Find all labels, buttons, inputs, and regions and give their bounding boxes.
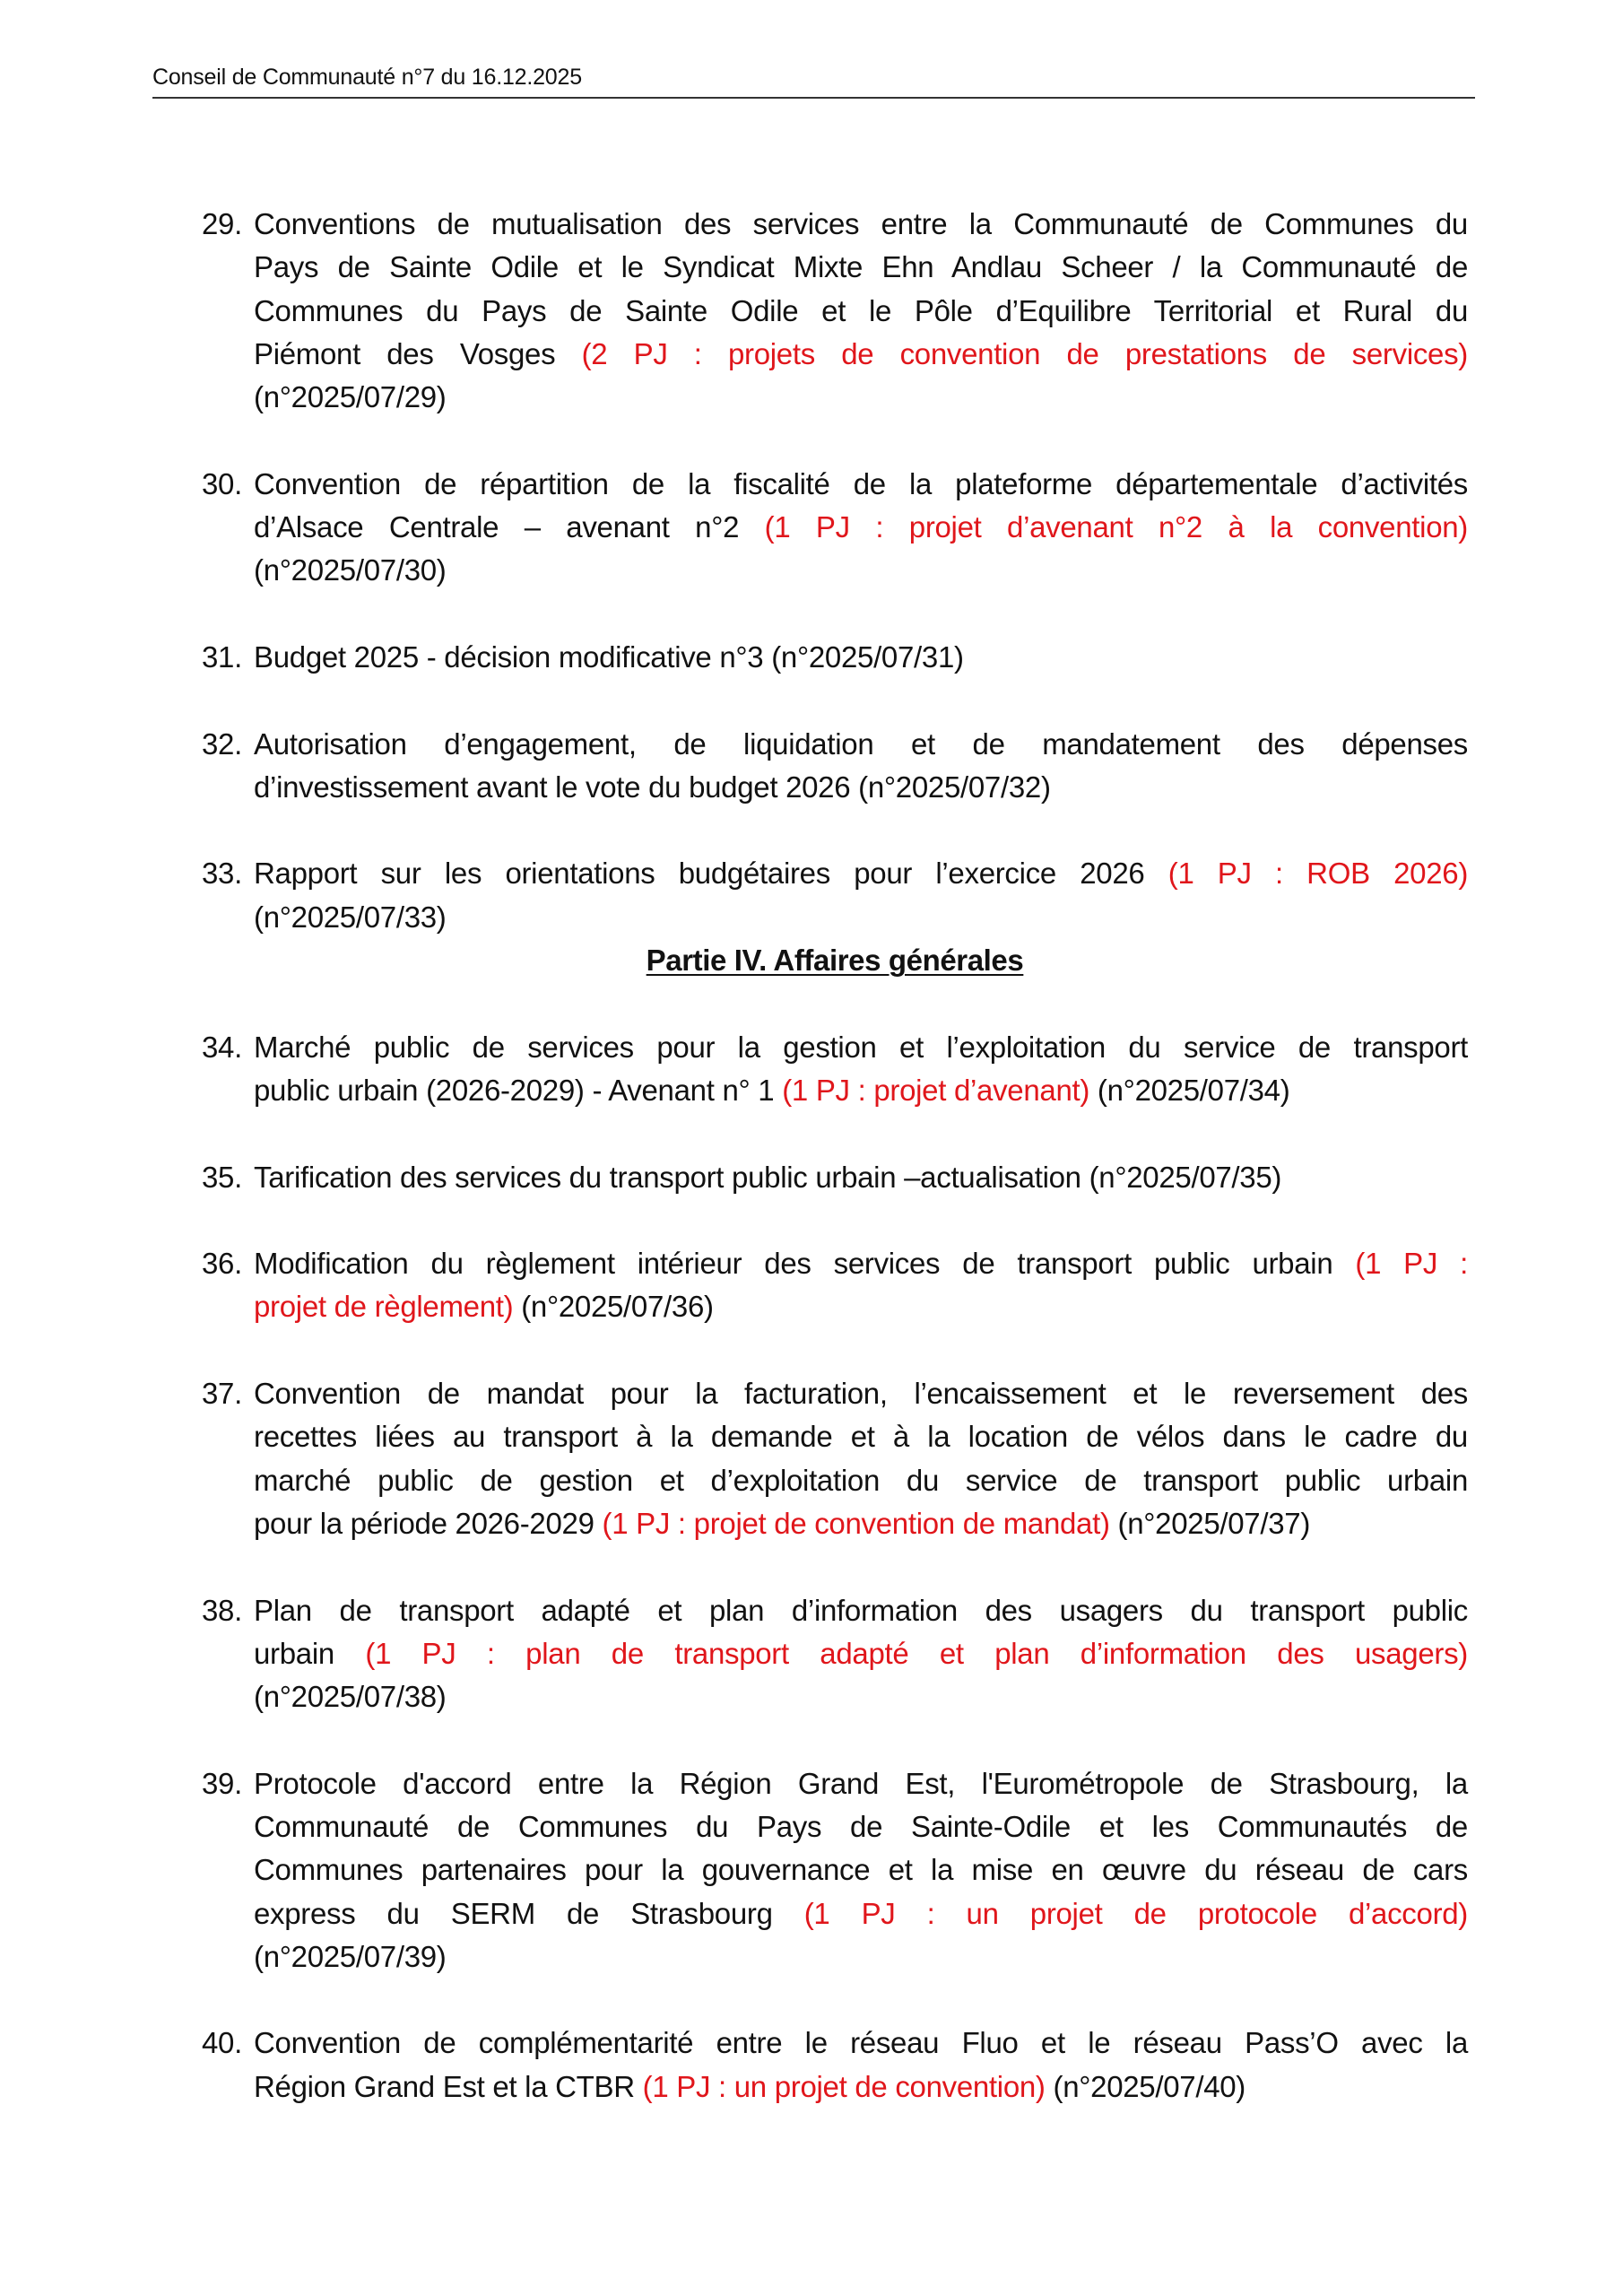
item-number: 37. (202, 1377, 242, 1411)
item-text-line (254, 2022, 1468, 2065)
item-text: Modification du règlement intérieur des services de transport public urbain (254, 1247, 1356, 1281)
section-heading (202, 939, 1468, 982)
item-text: (n°2025/07/34) (1089, 1073, 1290, 1107)
item-text-line (254, 1459, 1468, 1502)
item-text: Conventions de mutualisation des services entre la Communauté de Communes du (254, 207, 1468, 240)
item-text: Tarification des services du transport public urbain –actualisation (n°2025/07/35) (254, 1160, 1282, 1194)
item-text: Rapport sur les orientations budgétaires pour l’exercice 2026 (254, 857, 1168, 891)
item-text-line (254, 1502, 1468, 1545)
attachment-note: (1 PJ : projet de convention de mandat) (602, 1506, 1110, 1540)
item-text: marché public de gestion et d’exploitation du service de transport public urbain (254, 1463, 1468, 1497)
item-text: Marché public de services pour la gestion et l’exploitation du service de transport (254, 1030, 1468, 1064)
agenda-item (202, 1372, 1468, 1545)
item-text-line (254, 1372, 1468, 1415)
agenda-item (202, 1762, 1468, 1979)
item-text: (n°2025/07/38) (254, 1680, 447, 1714)
item-text-line (254, 636, 1468, 679)
item-number: 35. (202, 1160, 242, 1194)
agenda-item (202, 203, 1468, 419)
item-text: (n°2025/07/36) (513, 1290, 714, 1324)
item-text: Communes partenaires pour la gouvernance et la mise en œuvre du réseau de cars (254, 1853, 1468, 1887)
item-text-line (254, 1069, 1468, 1112)
attachment-note: (1 PJ : (1355, 1247, 1468, 1281)
item-text-line (254, 2066, 1468, 2109)
item-text: urbain (254, 1636, 366, 1670)
item-text: recettes liées au transport à la demande et à la location de vélos dans le cadre du (254, 1420, 1468, 1454)
agenda-item (202, 2022, 1468, 2109)
item-text-line (254, 1632, 1468, 1675)
item-text: Convention de complémentarité entre le réseau Fluo et le réseau Pass’O avec la (254, 2026, 1468, 2060)
item-number: 33. (202, 857, 242, 891)
agenda-item (202, 723, 1468, 810)
section-heading-label: Partie IV. Affaires générales (646, 944, 1024, 978)
item-number: 39. (202, 1766, 242, 1800)
agenda-item (202, 1156, 1468, 1199)
item-number: 30. (202, 466, 242, 500)
page-header (152, 63, 1475, 91)
item-text-line (254, 1675, 1468, 1718)
item-text: Convention de répartition de la fiscalité de la plateforme départementale d’activités (254, 466, 1468, 500)
agenda-item (202, 1589, 1468, 1719)
item-text: Communauté de Communes du Pays de Sainte-Odile et les Communautés de (254, 1809, 1468, 1843)
item-text: Piémont des Vosges (254, 336, 582, 370)
attachment-note: (1 PJ : plan de transport adapté et plan d’information des usagers) (365, 1636, 1468, 1670)
item-text: (n°2025/07/40) (1045, 2069, 1245, 2103)
item-text: express du SERM de Strasbourg (254, 1896, 804, 1930)
agenda-item (202, 463, 1468, 593)
item-text-line (254, 333, 1468, 376)
item-text-line (254, 896, 1468, 939)
item-text-line (254, 852, 1468, 895)
attachment-note: projet de règlement) (254, 1290, 514, 1324)
attachment-note: (1 PJ : projet d’avenant) (782, 1073, 1090, 1107)
item-text-line (254, 1156, 1468, 1199)
item-text: Pays de Sainte Odile et le Syndicat Mixte Ehn Andlau Scheer / la Communauté de (254, 250, 1468, 284)
attachment-note: (2 PJ : projets de convention de prestations de services) (581, 336, 1468, 370)
item-text-line (254, 1892, 1468, 1935)
item-number: 38. (202, 1593, 242, 1627)
item-number: 36. (202, 1247, 242, 1281)
item-text: Région Grand Est et la CTBR (254, 2069, 643, 2103)
item-text-line (254, 376, 1468, 419)
item-number: 31. (202, 639, 242, 674)
item-text-line (254, 1415, 1468, 1458)
item-text: d’Alsace Centrale – avenant n°2 (254, 510, 765, 544)
item-number: 40. (202, 2026, 242, 2060)
item-text-line (254, 290, 1468, 333)
item-text-line (254, 1026, 1468, 1069)
item-number: 32. (202, 726, 242, 761)
attachment-note: (1 PJ : projet d’avenant n°2 à la convention) (764, 510, 1468, 544)
attachment-note: (1 PJ : ROB 2026) (1167, 857, 1469, 891)
item-text-line (254, 506, 1468, 549)
item-text-line (254, 463, 1468, 506)
item-text: Convention de mandat pour la facturation, l’encaissement et le reversement des (254, 1377, 1468, 1411)
item-text-line (254, 1285, 1468, 1328)
item-text-line (254, 246, 1468, 289)
item-number: 34. (202, 1030, 242, 1064)
item-text-line (254, 1805, 1468, 1848)
header-rule (152, 97, 1475, 99)
item-text: Communes du Pays de Sainte Odile et le Pôle d’Equilibre Territorial et Rural du (254, 293, 1468, 327)
item-text-line (254, 1935, 1468, 1979)
agenda-item (202, 852, 1468, 939)
attachment-note: (1 PJ : un projet de convention) (642, 2069, 1046, 2103)
agenda-item (202, 1026, 1468, 1113)
item-text: Budget 2025 - décision modificative n°3 (n°2025/07/31) (254, 639, 964, 674)
item-text: Autorisation d’engagement, de liquidation et de mandatement des dépenses (254, 726, 1468, 761)
agenda-list (202, 203, 1468, 2152)
item-text-line (254, 1242, 1468, 1285)
item-text-line (254, 1762, 1468, 1805)
agenda-item (202, 1242, 1468, 1329)
item-text-line (254, 549, 1468, 592)
header-title: Conseil de Communauté n°7 du 16.12.2025 (152, 65, 582, 90)
item-text: pour la période 2026-2029 (254, 1506, 603, 1540)
item-text-line (254, 1848, 1468, 1892)
item-text: public urbain (2026-2029) - Avenant n° 1 (254, 1073, 783, 1107)
item-text: (n°2025/07/30) (254, 553, 447, 587)
item-text-line (254, 1589, 1468, 1632)
item-text: Protocole d'accord entre la Région Grand Est, l'Eurométropole de Strasbourg, la (254, 1766, 1468, 1800)
item-number: 29. (202, 207, 242, 240)
item-text: (n°2025/07/33) (254, 900, 447, 934)
item-text-line (254, 723, 1468, 766)
item-text: Plan de transport adapté et plan d’information des usagers du transport public (254, 1593, 1468, 1627)
attachment-note: (1 PJ : un projet de protocole d’accord) (803, 1896, 1468, 1930)
item-text: d’investissement avant le vote du budget 2026 (n°2025/07/32) (254, 770, 1051, 804)
item-text-line (254, 203, 1468, 246)
item-text: (n°2025/07/39) (254, 1939, 447, 1973)
agenda-item (202, 636, 1468, 679)
item-text-line (254, 766, 1468, 809)
item-text: (n°2025/07/29) (254, 380, 447, 414)
item-text: (n°2025/07/37) (1109, 1506, 1311, 1540)
